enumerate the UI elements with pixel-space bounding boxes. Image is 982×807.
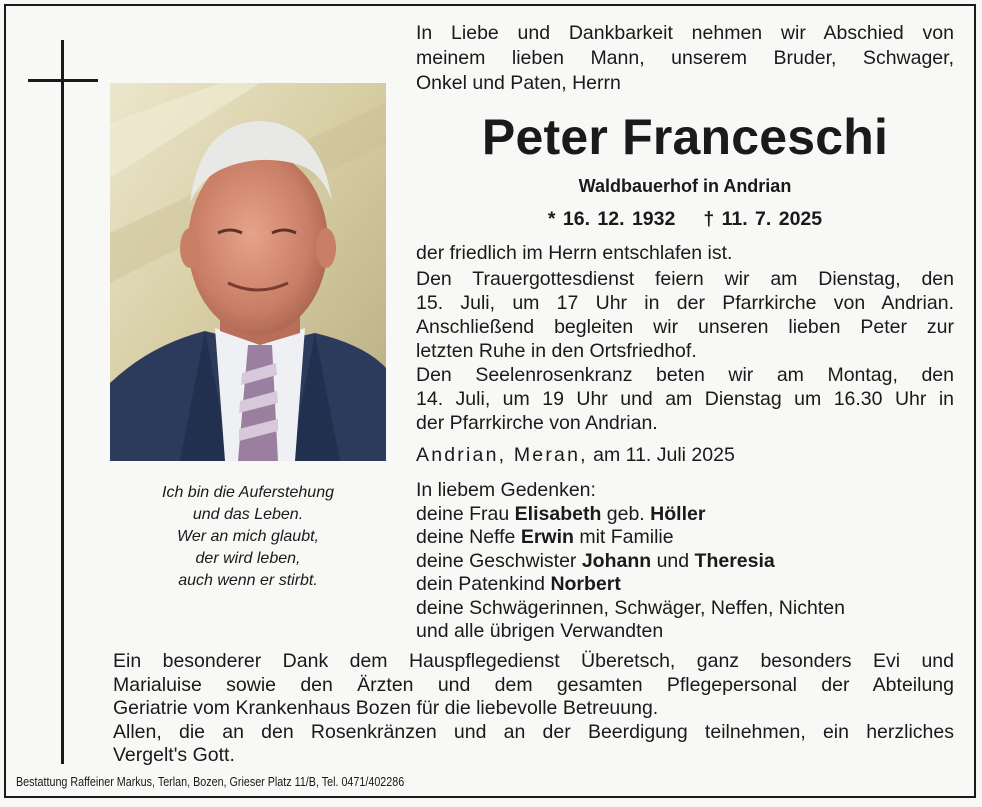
quote-line: auch wenn er stirbt.	[178, 572, 318, 589]
thanks-line: Ein besonderer Dank dem Hauspflegedienst Überetsch, ganz besonders Evi und	[113, 650, 954, 672]
mourner-row: deine Frau Elisabeth geb. Höller	[416, 502, 706, 525]
location-date	[416, 442, 954, 468]
deceased-place: Waldbauerhof in Andrian	[578, 176, 792, 196]
mourner-row: und alle übrigen Verwandten	[416, 620, 664, 642]
quote-line: und das Leben.	[192, 506, 304, 523]
quote-line: Ich bin die Auferstehung	[162, 484, 334, 501]
life-dates	[416, 206, 954, 232]
quote-line: Wer an mich glaubt,	[177, 528, 319, 545]
cross-icon-bar	[28, 79, 98, 82]
mourners-heading: In liebem Gedenken:	[416, 479, 596, 501]
mourner-row: deine Neffe Erwin mit Familie	[416, 526, 674, 548]
intro-line: meinem lieben Mann, unserem Bruder, Schwager,	[416, 47, 954, 69]
thanks-line: Marialuise sowie den Ärzten und dem gesamten Pflegepersonal der Abteilung	[113, 673, 954, 696]
death-date: † 11. 7. 2025	[703, 208, 823, 230]
thanks-line: Vergelt's Gott.	[113, 744, 235, 766]
thanks-line: Geriatrie vom Krankenhaus Bozen für die liebevolle Betreuung.	[113, 697, 659, 719]
funeral-home-footer: Bestattung Raffeiner Markus, Terlan, Bozen, Grieser Platz 11/B, Tel. 0471/402286	[16, 775, 405, 789]
body-line: 15. Juli, um 17 Uhr in der Pfarrkirche von Andrian.	[416, 292, 954, 314]
body-line: Anschließend begleiten wir unseren lieben Peter zur	[416, 316, 954, 338]
bible-quote	[120, 482, 376, 592]
thanks-line: Allen, die an den Rosenkränzen und an der Beerdigung teilnehmen, ein herzliches	[113, 720, 954, 743]
body-line: der Pfarrkirche von Andrian.	[416, 412, 658, 434]
mourner-row: dein Patenkind Norbert	[416, 573, 621, 595]
body-line: 14. Juli, um 19 Uhr und am Dienstag um 16.30 Uhr in	[416, 388, 954, 410]
quote-line: der wird leben,	[195, 550, 301, 567]
mourner-row: deine Geschwister Johann und Theresia	[416, 549, 775, 572]
deceased-name: Peter Franceschi	[481, 109, 889, 165]
body-line: letzten Ruhe in den Ortsfriedhof.	[416, 340, 697, 362]
funeral-details	[416, 241, 954, 435]
portrait-photo	[110, 83, 386, 461]
location-date-text: am 11. Juli 2025	[593, 444, 735, 466]
location-places: Andrian, Meran,	[416, 444, 588, 466]
intro-line: Onkel und Paten, Herrn	[416, 72, 621, 94]
intro-text	[416, 21, 954, 96]
intro-line: In Liebe und Dankbarkeit nehmen wir Abschied von	[416, 22, 954, 44]
mourners-list	[416, 479, 954, 644]
body-line: der friedlich im Herrn entschlafen ist.	[416, 242, 733, 264]
portrait-illustration	[110, 83, 386, 461]
thanks-text	[113, 650, 954, 768]
body-line: Den Trauergottesdienst feiern wir am Dienstag, den	[416, 268, 954, 290]
mourner-row: deine Schwägerinnen, Schwäger, Neffen, Nichten	[416, 596, 845, 619]
body-line: Den Seelenrosenkranz beten wir am Montag, den	[416, 364, 954, 386]
cross-icon	[61, 40, 64, 764]
birth-date: * 16. 12. 1932	[547, 208, 676, 230]
